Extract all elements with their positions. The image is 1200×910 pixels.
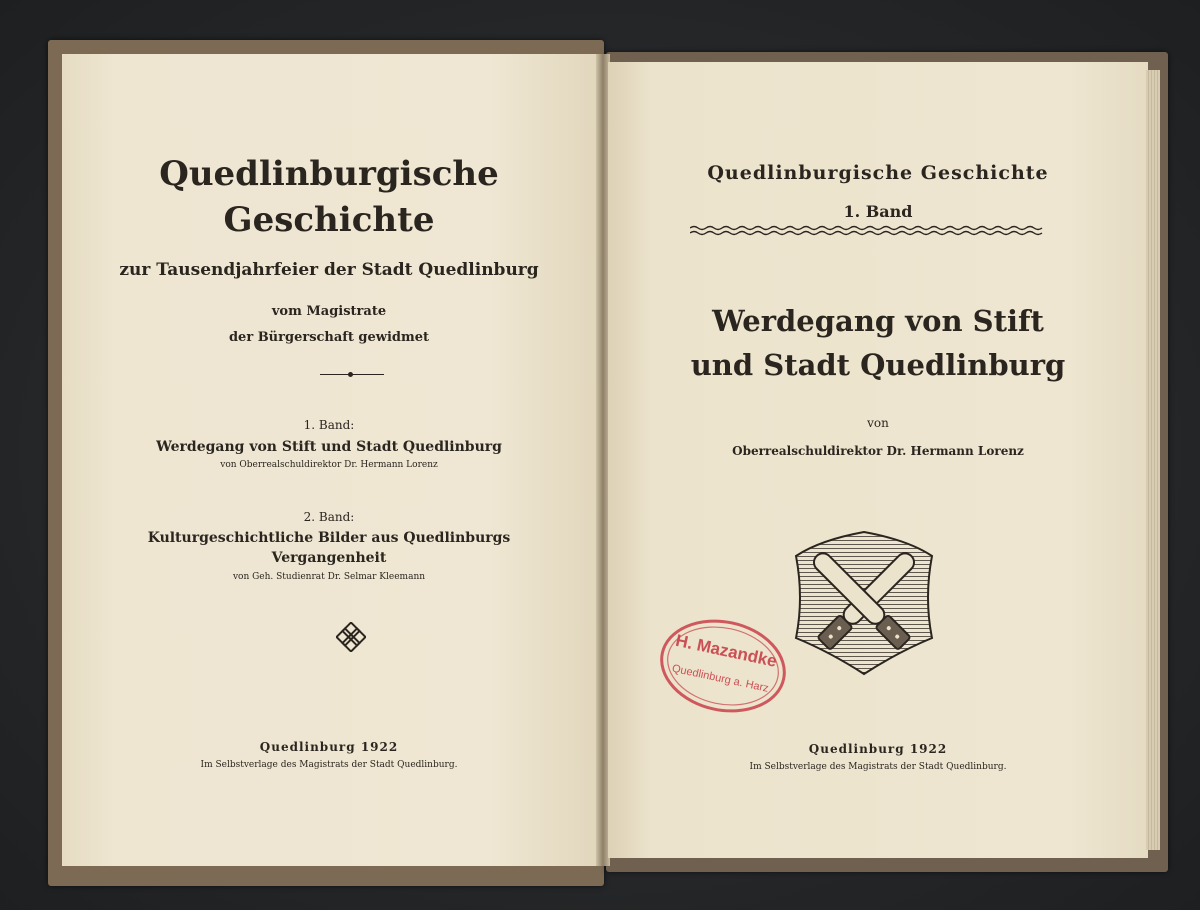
by-word: von xyxy=(867,416,889,430)
volume-number: 1. Band xyxy=(843,202,913,221)
volume2-title-line1: Kulturgeschichtliche Bilder aus Quedlinburgs xyxy=(147,530,511,546)
ornamental-divider xyxy=(320,374,384,375)
right-publisher: Im Selbstverlage des Magistrats der Stadt Quedlinburg. xyxy=(749,762,1007,772)
series-title: Quedlinburgische Geschichte xyxy=(707,162,1049,184)
dedication-line2: der Bürgerschaft gewidmet xyxy=(228,330,430,345)
volume1-title: Werdegang von Stift und Stadt Quedlinburg xyxy=(156,439,502,455)
left-place-year: Quedlinburg 1922 xyxy=(259,740,399,754)
left-title-line1: Quedlinburgische xyxy=(159,154,499,194)
right-title-line2: und Stadt Quedlinburg xyxy=(690,348,1066,382)
right-title-line1: Werdegang von Stift xyxy=(712,304,1044,338)
right-author: Oberrealschuldirektor Dr. Hermann Lorenz xyxy=(732,444,1024,458)
knot-ornament-icon xyxy=(336,622,366,652)
library-stamp xyxy=(656,614,790,718)
left-title-line2: Geschichte xyxy=(223,200,435,240)
volume1-author: von Oberrealschuldirektor Dr. Hermann Lorenz xyxy=(220,460,438,470)
left-subtitle: zur Tausendjahrfeier der Stadt Quedlinburg xyxy=(119,260,539,280)
volume2-title-line2: Vergangenheit xyxy=(271,550,387,566)
coat-of-arms-knives-icon xyxy=(790,528,938,676)
left-publisher: Im Selbstverlage des Magistrats der Stadt Quedlinburg. xyxy=(200,760,458,770)
page-edges xyxy=(1146,70,1160,850)
volume2-label: 2. Band: xyxy=(303,510,355,524)
stamp-name: H. Mazandke xyxy=(673,630,779,671)
volume2-author: von Geh. Studienrat Dr. Selmar Kleemann xyxy=(232,572,426,582)
dedication-line1: vom Magistrate xyxy=(271,304,387,319)
left-page xyxy=(62,54,596,866)
stamp-location: Quedlinburg a. Harz xyxy=(670,662,770,695)
volume1-label: 1. Band: xyxy=(303,418,355,432)
wavy-rule-ornament xyxy=(690,224,1046,236)
right-place-year: Quedlinburg 1922 xyxy=(808,742,948,756)
right-page xyxy=(608,62,1148,858)
